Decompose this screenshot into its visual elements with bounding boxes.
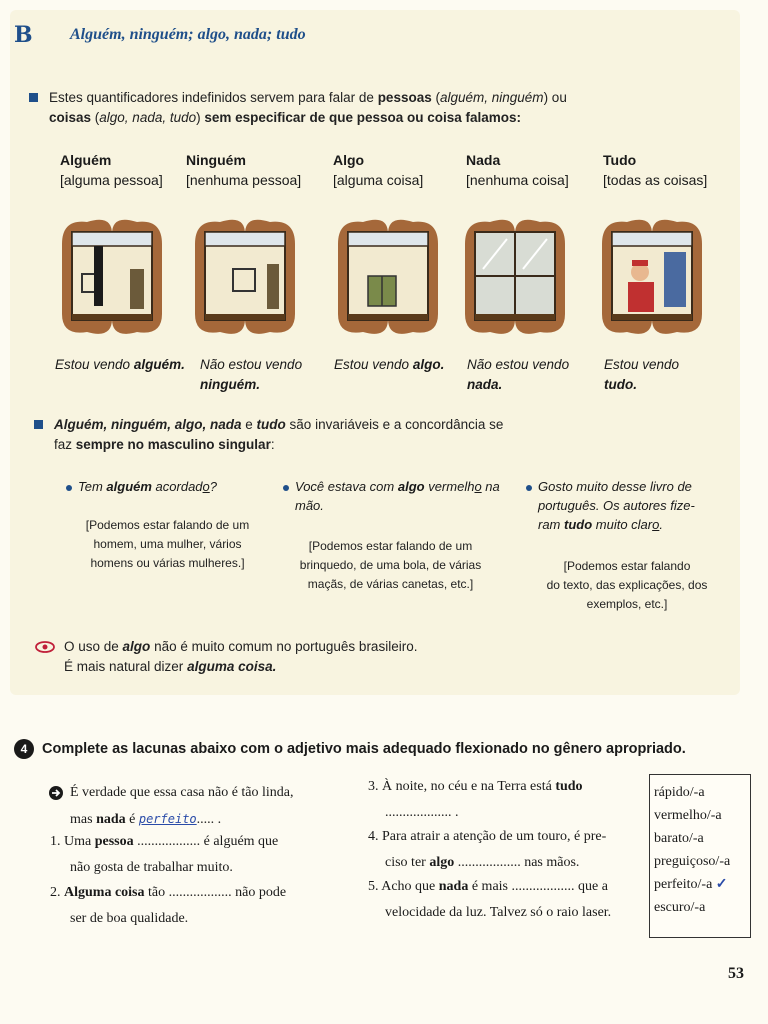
intro-paragraph: Estes quantificadores indefinidos servem para falar de pessoas (alguém, ninguém) ou coisas (algo, nada, tudo) sem especificar de que pessoa ou coisa falamos: <box>49 90 567 125</box>
window-illustration-nada <box>455 214 575 339</box>
dot-bullet-icon <box>526 485 532 491</box>
dot-bullet-icon <box>283 485 289 491</box>
example-1-note: [Podemos estar falando de um homem, uma mulher, vários homens ou várias mulheres.] <box>85 518 250 570</box>
window-illustration-algo <box>328 214 448 339</box>
quantifier-alguem: Alguém [alguma pessoa] <box>60 152 163 188</box>
window-illustration-alguem <box>52 214 172 339</box>
exercise-example: É verdade que essa casa não é tão linda, <box>70 785 294 800</box>
caption-nada: Não estou vendo nada. <box>467 357 570 392</box>
example-1: Tem alguém acordado? <box>66 477 266 496</box>
square-bullet-icon <box>34 420 43 429</box>
example-2-note: [Podemos estar falando de um brinquedo, de uma bola, de várias maçãs, de várias canetas, etc.] <box>299 539 482 591</box>
quantifier-nada: Nada [nenhuma coisa] <box>466 152 569 188</box>
page-number: 53 <box>728 965 744 982</box>
word-bank-item: escuro/-a <box>654 900 706 915</box>
exercise-item-4: 4. Para atrair a atenção de um touro, é pre- ciso ter algo .................. nas mãos. <box>368 829 607 870</box>
example-2: Você estava com algo vermelho na mão. <box>283 477 513 515</box>
exercise-example-line2: mas nada é perfeito..... . <box>70 812 222 827</box>
example-3: Gosto muito desse livro de português. Os autores fize- ram tudo muito claro. <box>526 477 731 534</box>
example-arrow-icon <box>48 785 64 801</box>
word-bank-item: perfeito/-a ✓ <box>654 877 728 892</box>
exercise-item-1: 1. Uma pessoa .................. é alguém que não gosta de trabalhar muito. <box>50 834 279 875</box>
example-answer: perfeito <box>138 812 197 826</box>
exercise-item-2: 2. Alguma coisa tão .................. não pode ser de boa qualidade. <box>50 885 287 926</box>
observation-note: O uso de algo não é muito comum no português brasileiro. É mais natural dizer alguma coisa. <box>64 639 418 674</box>
section-title: Alguém, ninguém; algo, nada; tudo <box>70 26 306 43</box>
window-illustration-ninguem <box>185 214 305 339</box>
example-3-note: [Podemos estar falando do texto, das explicações, dos exemplos, etc.] <box>546 559 708 611</box>
quantifier-tudo: Tudo [todas as coisas] <box>603 152 708 188</box>
square-bullet-icon <box>29 93 38 102</box>
word-bank-item: barato/-a <box>654 831 704 846</box>
word-bank-item: vermelho/-a <box>654 808 722 823</box>
caption-alguem: Estou vendo alguém. <box>55 357 185 372</box>
section-letter: B <box>14 22 33 48</box>
quantifier-algo: Algo [alguma coisa] <box>333 152 424 188</box>
rule-paragraph: Alguém, ninguém, algo, nada e tudo são invariáveis e a concordância se faz sempre no masculino singular: <box>54 417 504 452</box>
exercise-item-5: 5. Acho que nada é mais .................. que a velocidade da luz. Talvez só o raio laser. <box>368 879 612 920</box>
word-bank-item: preguiçoso/-a <box>654 854 731 869</box>
word-bank <box>649 774 751 938</box>
dot-bullet-icon <box>66 485 72 491</box>
exercise-number: 4 <box>14 739 34 759</box>
quantifier-ninguem: Ninguém [nenhuma pessoa] <box>186 152 302 188</box>
caption-algo: Estou vendo algo. <box>334 357 445 372</box>
window-illustration-tudo <box>592 214 712 339</box>
eye-icon <box>35 641 55 653</box>
exercise-instruction: Complete as lacunas abaixo com o adjetivo mais adequado flexionado no gênero apropriado. <box>42 741 686 757</box>
caption-tudo: Estou vendo tudo. <box>604 357 680 392</box>
caption-ninguem: Não estou vendo ninguém. <box>200 357 303 392</box>
exercise-item-3: 3. À noite, no céu e na Terra está tudo ................... . <box>368 779 583 820</box>
word-bank-item: rápido/-a <box>654 785 705 800</box>
checkmark-icon: ✓ <box>715 877 728 892</box>
